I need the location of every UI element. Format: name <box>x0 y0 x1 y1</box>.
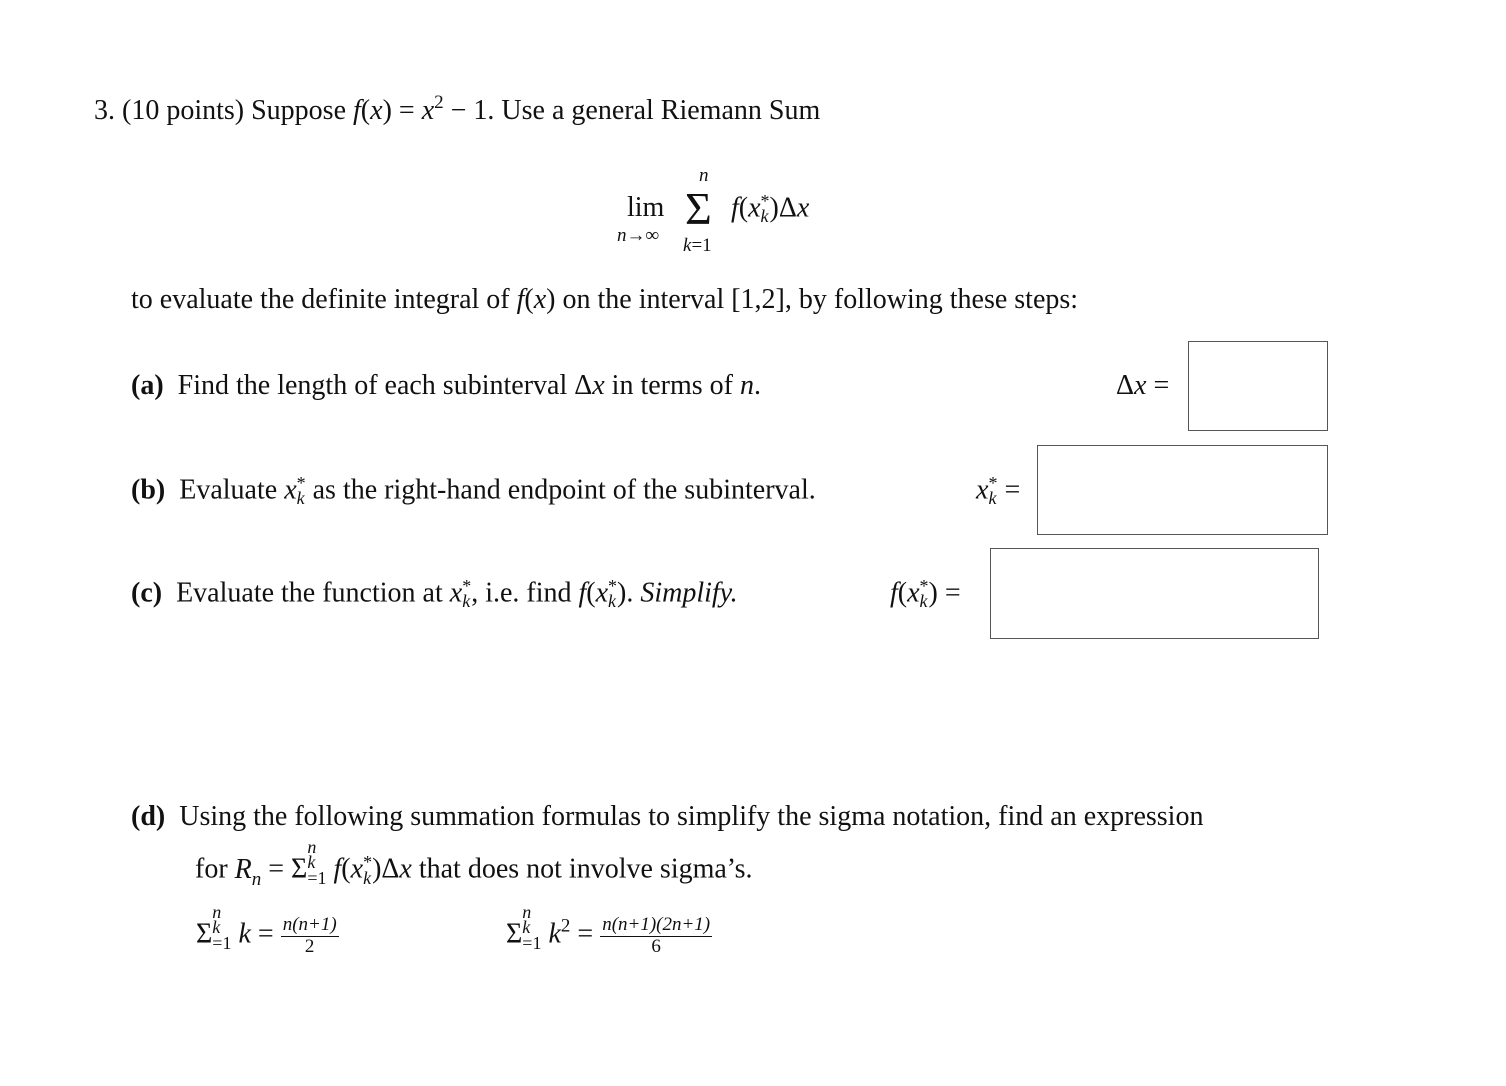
formula-2-numerator: n(n+1)(2n+1) <box>602 913 711 935</box>
exponent: 2 <box>434 92 444 113</box>
lim-label: lim <box>627 192 665 223</box>
sum-body: f(x * k )Δx <box>731 191 810 227</box>
part-d-label: (d) <box>131 801 166 832</box>
summation-formula-1: Σ n k =1 k = $\frac{n(n+1)}{2}$ <box>196 902 337 957</box>
part-b-question: (b) Evaluate x * k as the right-hand endpoint of the subinterval. <box>131 473 816 509</box>
lim-subscript: n→∞ <box>617 225 660 246</box>
problem-points: (10 points) <box>122 95 245 126</box>
problem-header: 3. (10 points) Suppose $f(x) = x^2 - 1$. Use a general Riemann Sum <box>94 92 821 126</box>
part-d-question-line1: (d) Using the following summation formulas to simplify the sigma notation, find an expression <box>131 801 1204 832</box>
part-c-answer-box[interactable] <box>990 548 1319 639</box>
part-a-question: (a) Find the length of each subinterval Δx in terms of n. <box>131 370 761 401</box>
sigma-lower: k=1 <box>683 235 712 256</box>
riemann-sum-display <box>615 160 855 260</box>
sigma-upper: n <box>699 165 709 186</box>
sigma-symbol: Σ <box>685 183 712 234</box>
part-c-answer-label: f(x * k ) = <box>890 576 961 612</box>
var-x: x <box>370 95 383 126</box>
function-definition: f <box>353 95 361 126</box>
part-a-answer-box[interactable] <box>1188 341 1328 431</box>
part-a-answer-label: Δx = <box>1116 370 1170 401</box>
formula-1-fraction <box>281 915 339 958</box>
problem-intro: Suppose <box>251 95 347 126</box>
continuation-text: to evaluate the definite integral of f(x) on the interval [1,2], by following these steps: <box>131 284 1079 315</box>
part-b-label: (b) <box>131 474 166 506</box>
var-x: x <box>421 95 435 126</box>
part-a-label: (a) <box>131 370 164 401</box>
problem-number: 3. <box>94 95 115 126</box>
formula-1-numerator: n(n+1) <box>282 913 337 935</box>
part-c-label: (c) <box>131 577 163 609</box>
formula-2-fraction <box>600 915 712 958</box>
part-c-question: (c) Evaluate the function at x * k , i.e. find f(x * k ). Simplify. <box>131 576 738 612</box>
problem-intro-tail: Use a general Riemann Sum <box>501 95 821 126</box>
part-d-question-line2: for $R_n = \Sigma$ n k =1 f(x * k )Δx that does not involve sigma’s. <box>195 837 753 890</box>
part-b-answer-box[interactable] <box>1037 445 1328 535</box>
formula-2-denominator: 6 <box>651 935 661 957</box>
formula-1-denominator: 2 <box>304 935 315 957</box>
summation-formula-2: Σ n k =1 $k^2$ = $\frac{n(n+1)(2n+1)}{6}$ <box>506 902 711 957</box>
part-b-answer-label: x * k = <box>976 473 1021 509</box>
